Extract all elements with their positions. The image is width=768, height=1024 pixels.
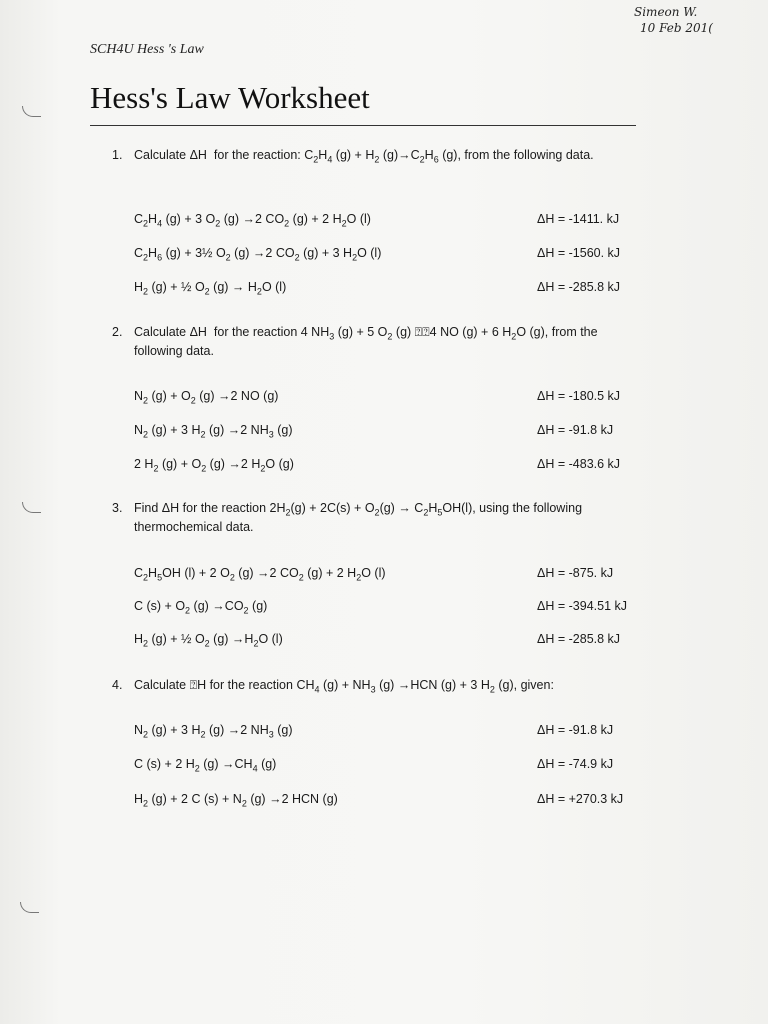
question-text: Calculate ⍰H for the reaction $CH_4$ $(g) + NH_3$ (g) →HCN (g) + 3 $H_2$ (g), given:	[134, 678, 554, 695]
reaction-row	[134, 755, 634, 773]
handwritten-signature	[634, 4, 744, 36]
reaction-equation: $C_2H_5OH$ (l) + 2 $O_2$ (g) →2 $CO_2$ (g) + 2 $H_2O$ (l)	[134, 566, 386, 583]
question-text: Calculate ΔH for the reaction: $C_2H_4$ $(g) + H_2$ $(g)\to C_2H_6$ (g), from the following data.	[134, 148, 594, 165]
question-number: 3.	[112, 501, 123, 515]
reaction-equation: $C_2H_6$ (g) + 3½ $O_2$ (g) →2 $CO_2$ (g) + 3 $H_2O$ (l)	[134, 246, 382, 263]
reaction-row	[134, 597, 634, 615]
enthalpy-value: ΔH = -875. kJ	[537, 566, 614, 580]
enthalpy-value: ΔH = -394.51 kJ	[537, 599, 627, 613]
question-2	[112, 323, 632, 361]
question-3	[112, 499, 632, 537]
enthalpy-value: ΔH = -1560. kJ	[537, 246, 621, 260]
reaction-row	[134, 387, 634, 405]
enthalpy-value: ΔH = -285.8 kJ	[537, 280, 621, 294]
course-code: SCH4U Hess 's Law	[90, 42, 204, 57]
question-text: Find ΔH for the reaction $2H_2(g) + 2C(s) + O_2(g) \to C_2H_5OH(l)$, using the following thermochemical data.	[134, 501, 583, 534]
question-number: 2.	[112, 325, 123, 339]
reaction-row	[134, 421, 634, 439]
enthalpy-value: ΔH = -483.6 kJ	[537, 457, 621, 471]
signature-name: Simeon W.	[634, 5, 698, 19]
reaction-equation: $H_2$ (g) + ½ $O_2$ $(g) \to H_2O$ (l)	[134, 632, 283, 649]
title-underline	[90, 125, 636, 126]
question-text: Calculate ΔH for the reaction 4 $NH_3$ (g) + 5 $O_2$ (g) ⍰⍰4 NO (g) + 6 $H_2O$ (g), from the following data.	[134, 325, 598, 358]
enthalpy-value: ΔH = +270.3 kJ	[537, 792, 624, 806]
reaction-row	[134, 630, 634, 648]
reaction-row	[134, 210, 634, 228]
page-title: Hess's Law Worksheet	[90, 80, 370, 115]
reaction-row	[134, 721, 634, 739]
reaction-equation: $H_2$ (g) + ½ $O_2$ $(g) \to H_2O$ (l)	[134, 280, 287, 297]
reaction-row	[134, 455, 634, 473]
question-4	[112, 676, 632, 695]
enthalpy-value: ΔH = -91.8 kJ	[537, 723, 614, 737]
question-number: 1.	[112, 148, 123, 162]
enthalpy-value: ΔH = -91.8 kJ	[537, 423, 614, 437]
question-number: 4.	[112, 678, 123, 692]
question-1	[112, 146, 632, 165]
reaction-equation: C (s) + 2 $H_2$ $(g) \to CH_4$ (g)	[134, 757, 277, 774]
enthalpy-value: ΔH = -180.5 kJ	[537, 389, 621, 403]
reaction-equation: $N_2$ $(g) + O_2$ (g) →2 NO (g)	[134, 389, 279, 406]
reaction-row	[134, 244, 634, 262]
reaction-row	[134, 564, 634, 582]
enthalpy-value: ΔH = -1411. kJ	[537, 212, 620, 226]
reaction-row	[134, 278, 634, 296]
signature-date: 10 Feb 201(	[640, 21, 713, 35]
reaction-equation: C $(s) + O_2$ $(g) \to CO_2$ (g)	[134, 599, 268, 616]
reaction-row	[134, 790, 634, 808]
reaction-equation: $N_2$ (g) + 3 $H_2$ (g) →2 $NH_3$ (g)	[134, 423, 293, 440]
reaction-equation: 2 $H_2$ $(g) + O_2$ (g) →2 $H_2O$ (g)	[134, 457, 294, 474]
reaction-equation: $N_2$ (g) + 3 $H_2$ (g) →2 $NH_3$ (g)	[134, 723, 293, 740]
enthalpy-value: ΔH = -74.9 kJ	[537, 757, 614, 771]
reaction-equation: $H_2$ (g) + 2 C $(s) + N_2$ (g) →2 HCN (g)	[134, 792, 338, 809]
reaction-equation: $C_2H_4$ (g) + 3 $O_2$ (g) →2 $CO_2$ (g) + 2 $H_2O$ (l)	[134, 212, 371, 229]
enthalpy-value: ΔH = -285.8 kJ	[537, 632, 621, 646]
